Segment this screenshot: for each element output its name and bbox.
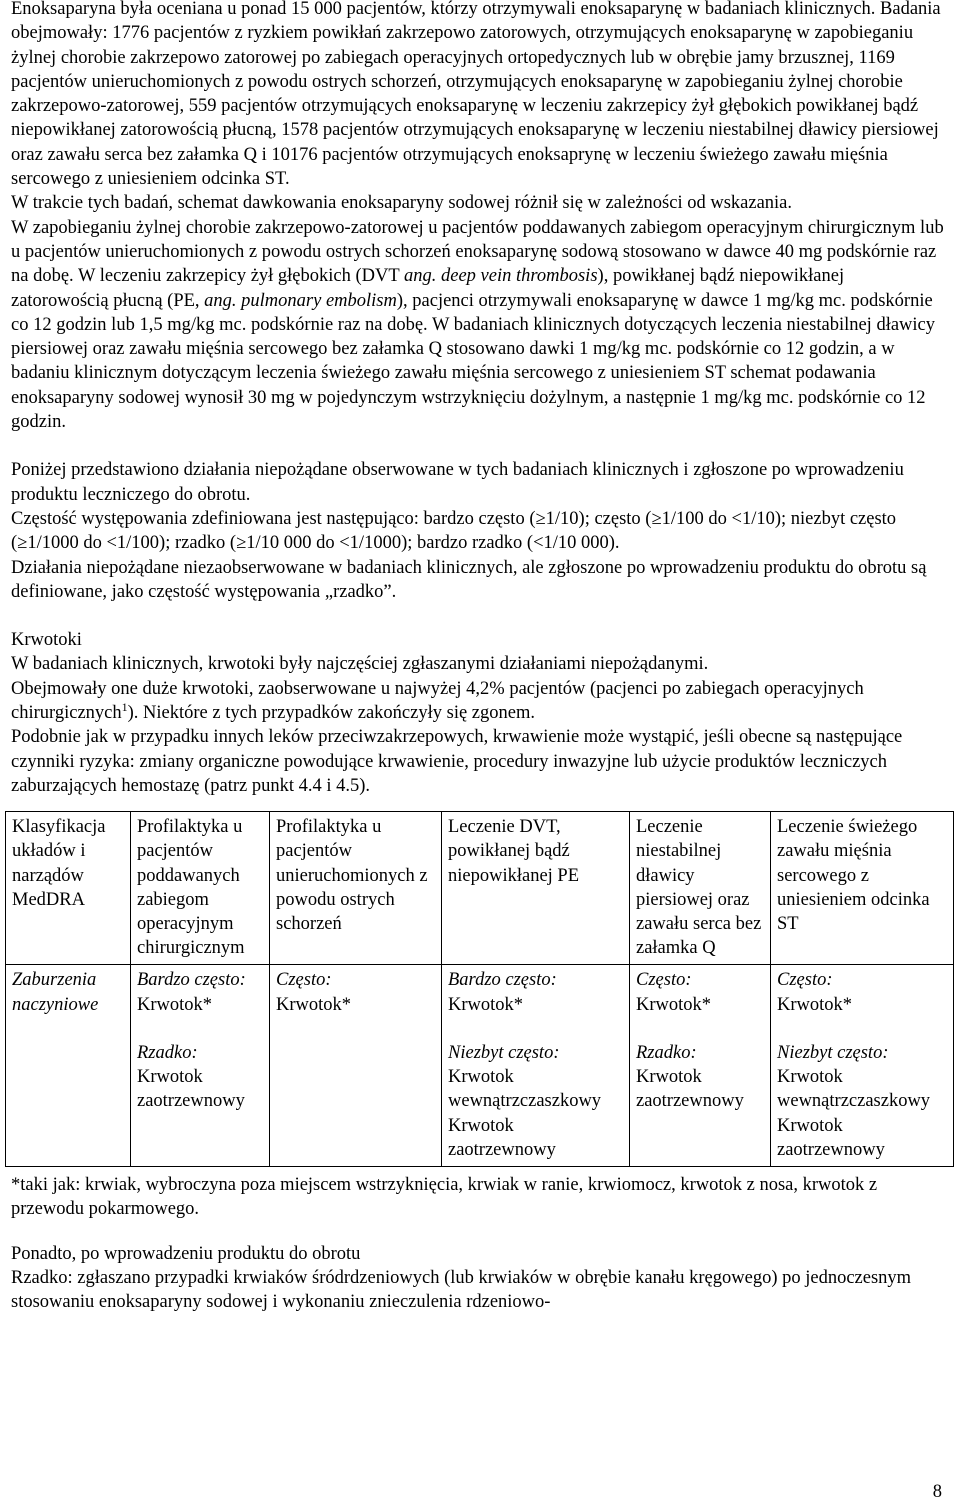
table-cell xyxy=(630,965,771,1167)
frequency-paragraph-1: Poniżej przedstawiono działania niepożądane obserwowane w tych badaniach klinicznych i zgłoszone po wprowadzeniu produktu leczniczego do obrotu. xyxy=(11,460,904,505)
table-header-cell: Profilaktyka u pacjentów poddawanych zabiegom operacyjnym chirurgicznym xyxy=(131,812,270,965)
table-cell xyxy=(270,965,442,1167)
post-marketing-heading: Ponadto, po wprowadzeniu produktu do obrotu xyxy=(11,1243,361,1264)
table-header-cell: Leczenie DVT, powikłanej bądź niepowikłanej PE xyxy=(442,812,630,965)
frequency-label: Niezbyt często: xyxy=(448,1043,560,1064)
frequency-label: Często: xyxy=(777,970,833,991)
intro-paragraph-1: Enoksaparyna była oceniana u ponad 15 000 pacjentów, którzy otrzymywali enoksaparynę w badaniach klinicznych. Badania obejmowały: 1776 pacjentów z ryzkiem powikłań zakrzepowo zatorowych, otrzymujących enoksaparynę w zapobieganiu żylnej chorobie zakrzepowo zatorowej po zabiegach operacyjnych ortopedycznych lub w obrębie jamy brzusznej, 1169 pacjentów unieruchomionych z powodu ostrych schorzeń, otrzymujących enoksaparynę w zapobieganiu żylnej chorobie zakrzepowo-zatorowej, 559 pacjentów otrzymujących enoksaparynę w leczeniu zakrzepicy żył głębokich powikłanej bądź niepowikłanej zatorowością płucną, 1578 pacjentów otrzymujących enoksaparynę w leczeniu niestabilnej dławicy piersiowej oraz zawału serca bez załamka Q i 10176 pacjentów otrzymujących enoksaprynę w leczeniu świeżego zawału mięśnia sercowego z uniesieniem odcinka ST. xyxy=(11,0,941,190)
reaction-text: Krwotok wewnątrzczaszkowy Krwotok zaotrzewnowy xyxy=(777,1067,931,1160)
frequency-label: Często: xyxy=(636,970,692,991)
intro-p3-part-b: ), powikłanej bądź niepowikłanej zatorowością płucną (PE, xyxy=(11,266,845,311)
table-header-cell: Leczenie świeżego zawału mięśnia sercowego z uniesieniem odcinka ST xyxy=(771,812,954,965)
reaction-text: Krwotok zaotrzewnowy xyxy=(137,1067,245,1112)
frequency-paragraph-3: Działania niepożądane niezaobserwowane w badaniach klinicznych, ale zgłoszone po wprowadzeniu produktu do obrotu są definiowane, jako częstość występowania „rzadko”. xyxy=(11,557,927,602)
reaction-text: Krwotok zaotrzewnowy xyxy=(636,1067,744,1112)
bleeding-heading: Krwotoki xyxy=(11,630,82,651)
reaction-text: Krwotok wewnątrzczaszkowy Krwotok zaotrzewnowy xyxy=(448,1067,602,1160)
table-cell xyxy=(442,965,630,1167)
reaction-text: Krwotok* xyxy=(137,994,213,1015)
table-footnote: *taki jak: krwiak, wybroczyna poza miejscem wstrzyknięcia, krwiak w ranie, krwiomocz, krwotok z nosa, krwotok z przewodu pokarmowego. xyxy=(11,1175,878,1220)
post-marketing-paragraph: Rzadko: zgłaszano przypadki krwiaków śródrdzeniowych (lub krwiaków w obrębie kanału kręgowego) po jednoczesnym stosowaniu enoksaparyny sodowej i wykonaniu znieczulenia rdzeniowo- xyxy=(11,1267,912,1313)
reaction-text: Krwotok* xyxy=(777,994,853,1015)
frequency-label: Bardzo często: xyxy=(137,970,246,991)
bleeding-paragraph-3: Podobnie jak w przypadku innych leków przeciwzakrzepowych, krwawienie może wystąpić, jeśli obecne są następujące czynniki ryzyka: zmiany organiczne powodujące krwawienie, procedury inwazyjne lub użycie produktów leczniczych zaburzających hemostazę (patrz punkt 4.4 i 4.5). xyxy=(11,727,903,796)
table-header-row xyxy=(6,812,954,965)
intro-paragraph-2: W trakcie tych badań, schemat dawkowania enoksaparyny sodowej różnił się w zależności od wskazania. xyxy=(11,193,793,214)
adverse-reactions-table xyxy=(5,811,954,1167)
bleeding-paragraph-2 xyxy=(11,677,946,726)
bleeding-p2-part-b: ). Niektóre z tych przypadków zakończyły się zgonem. xyxy=(127,703,535,724)
frequency-label: Niezbyt często: xyxy=(777,1043,889,1064)
table-cell xyxy=(131,965,270,1167)
page-number: 8 xyxy=(932,1482,942,1502)
frequency-paragraph-2: Częstość występowania zdefiniowana jest następująco: bardzo często (≥1/10); często (≥1/100 do <1/10); niezbyt często (≥1/1000 do <1/100); rzadko (≥1/10 000 do <1/1000); bardzo rzadko (<1/10 000). xyxy=(11,508,897,554)
bleeding-p2-part-a: Obejmowały one duże krwotoki, zaobserwowane u najwyżej 4,2% pacjentów (pacjenci po zabiegach operacyjnych chirurgicznych xyxy=(11,678,864,724)
table-header-cell: Klasyfikacja układów i narządów MedDRA xyxy=(6,812,131,965)
intro-p3-ang-1: ang. deep vein thrombosis xyxy=(403,266,598,287)
frequency-label: Często: xyxy=(276,970,332,991)
row-label: Zaburzenia naczyniowe xyxy=(6,965,131,1167)
reaction-text: Krwotok* xyxy=(636,994,712,1015)
intro-p3-part-a: W zapobieganiu żylnej chorobie zakrzepowo-zatorowej u pacjentów poddawanych zabiegom operacyjnym chirurgicznym lub u pacjentów unieruchomionych z powodu ostrych schorzeń enoksaparynę sodową stosowano w dawce 40 mg podskórnie raz na dobę. W leczeniu zakrzepicy żył głębokich (DVT xyxy=(11,217,944,287)
intro-p3-part-c: ), pacjenci otrzymywali enoksaparynę w dawce 1 mg/kg mc. podskórnie co 12 godzin lub 1,5 mg/kg mc. podskórnie raz na dobę. W badaniach klinicznych dotyczących leczenia niestabilnej dławicy piersiowej oraz zawału mięśnia sercowego bez załamka Q stosowano dawki 1 mg/kg mc. podskórnie co 12 godzin, a w badaniu klinicznym dotyczącym leczenia świeżego zawału mięśnia sercowego z uniesieniem ST schemat podawania enoksaparyny sodowej wynosił 30 mg w pojedynczym wstrzyknięciu dożylnym, a następnie 1 mg/kg mc. podskórnie co 12 godzin. xyxy=(11,290,936,433)
document-page xyxy=(11,0,946,1315)
intro-paragraph-3 xyxy=(11,216,946,435)
reaction-text: Krwotok* xyxy=(276,994,352,1015)
table-header-cell: Leczenie niestabilnej dławicy piersiowej oraz zawału serca bez załamka Q xyxy=(630,812,771,965)
frequency-label: Bardzo często: xyxy=(448,970,557,991)
frequency-label: Rzadko: xyxy=(636,1043,697,1064)
frequency-label: Rzadko: xyxy=(137,1043,198,1064)
table-header-cell: Profilaktyka u pacjentów unieruchomionych z powodu ostrych schorzeń xyxy=(270,812,442,965)
table-cell xyxy=(771,965,954,1167)
reaction-text: Krwotok* xyxy=(448,994,524,1015)
bleeding-paragraph-1: W badaniach klinicznych, krwotoki były najczęściej zgłaszanymi działaniami niepożądanymi. xyxy=(11,654,709,675)
intro-p3-ang-2: ang. pulmonary embolism xyxy=(204,290,397,311)
footnote-marker: 1 xyxy=(121,699,128,714)
table-row xyxy=(6,965,954,1167)
